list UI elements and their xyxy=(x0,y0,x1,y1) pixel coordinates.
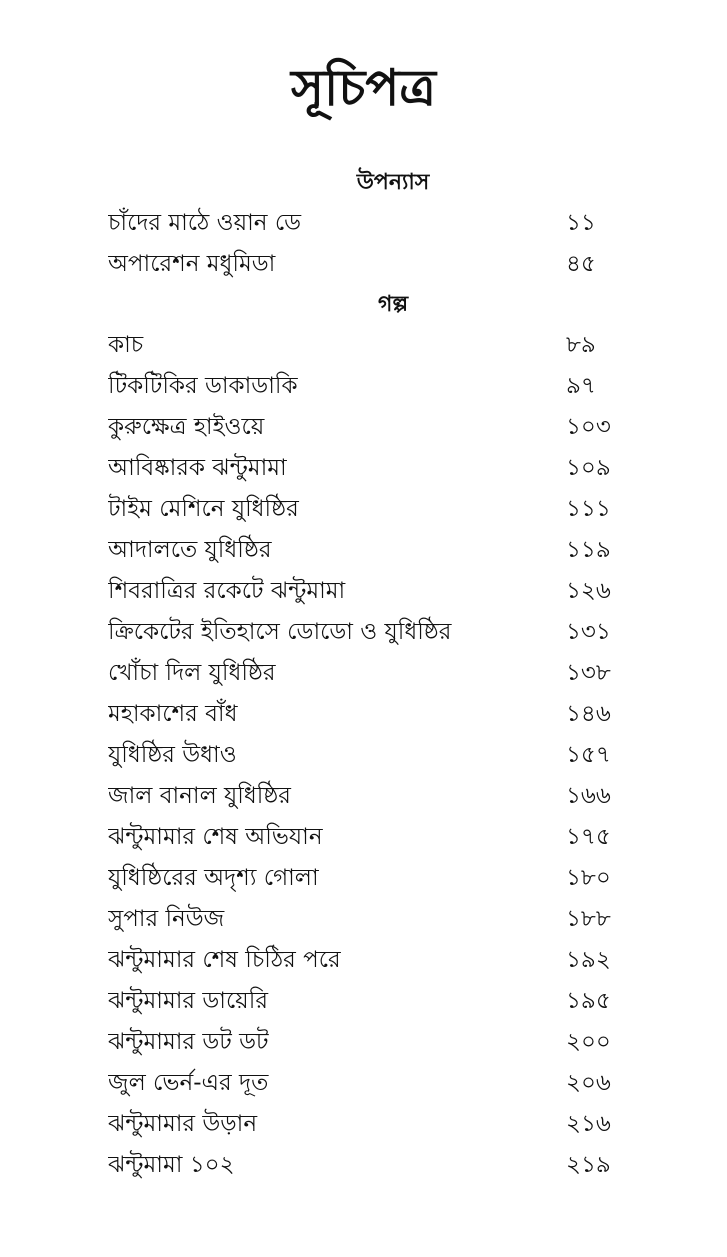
toc-entry-title: ঝন্টুমামার শেষ অভিযান xyxy=(108,824,323,850)
toc-entry xyxy=(108,571,618,612)
toc-entry xyxy=(108,694,618,735)
toc-entry-page: ১৮০ xyxy=(566,865,611,891)
toc-entry xyxy=(108,448,618,489)
toc-entry-page: ১২৬ xyxy=(566,578,611,604)
toc-entry-title: শিবরাত্রির রকেটে ঝন্টুমামা xyxy=(108,578,346,604)
toc-entry xyxy=(108,407,618,448)
toc-entry xyxy=(108,653,618,694)
toc-entry xyxy=(108,899,618,940)
section-heading-stories: গল্প xyxy=(377,292,409,317)
toc-entry-page: ১৯২ xyxy=(566,947,611,973)
toc-entry-title: ঝন্টুমামার শেষ চিঠির পরে xyxy=(108,947,341,973)
toc-entry xyxy=(108,325,618,366)
toc-entry xyxy=(108,817,618,858)
toc-entry xyxy=(108,366,618,407)
toc-entry-title: খোঁচা দিল যুধিষ্ঠির xyxy=(108,660,276,686)
toc-entry xyxy=(108,776,618,817)
toc-entry-page: ২১৬ xyxy=(566,1111,611,1137)
toc-entry-page: ১৪৬ xyxy=(566,701,611,727)
toc-entry xyxy=(108,940,618,981)
toc-entry-page: ১৯৫ xyxy=(566,988,611,1014)
toc-entry-title: অপারেশন মধুমিডা xyxy=(108,251,276,277)
toc-entry-page: ১৭৫ xyxy=(566,824,611,850)
toc-entry-title: সুপার নিউজ xyxy=(108,906,225,932)
toc-entry-title: যুধিষ্ঠিরের অদৃশ্য গোলা xyxy=(108,865,319,891)
toc-entry xyxy=(108,489,618,530)
toc-entry-page: ১৩১ xyxy=(566,619,611,645)
toc-entry xyxy=(108,981,618,1022)
toc-entry-page: ১০৩ xyxy=(566,414,611,440)
toc-entry-page: ২০০ xyxy=(566,1029,611,1055)
toc-entry-page: ২০৬ xyxy=(566,1070,611,1096)
toc-entry xyxy=(108,612,618,653)
toc-entry-page: ১১ xyxy=(566,210,596,236)
toc-entry-title: ঝন্টুমামার ডট ডট xyxy=(108,1029,269,1055)
toc-entry-page: ১৩৮ xyxy=(566,660,611,686)
toc-entry xyxy=(108,1104,618,1145)
toc-entry xyxy=(108,735,618,776)
toc-entry-page: ১০৯ xyxy=(566,455,611,481)
toc-entry-page: ১৫৭ xyxy=(566,742,611,768)
toc-entry-title: আদালতে যুধিষ্ঠির xyxy=(108,537,272,563)
toc-entry xyxy=(108,1063,618,1104)
table-of-contents xyxy=(108,163,618,1186)
toc-entry-title: কুরুক্ষেত্র হাইওয়ে xyxy=(108,414,265,440)
toc-entry-title: কাচ xyxy=(108,332,144,358)
toc-entry-title: ঝন্টুমামার উড়ান xyxy=(108,1111,258,1137)
toc-entry-title: টাইম মেশিনে যুধিষ্ঠির xyxy=(108,496,299,522)
section-heading-novels: উপন্যাস xyxy=(356,170,430,195)
toc-entry-title: ঝন্টুমামা ১০২ xyxy=(108,1152,235,1178)
toc-entry-page: ১৬৬ xyxy=(566,783,611,809)
toc-entry xyxy=(108,530,618,571)
toc-entry-title: টিকটিকির ডাকাডাকি xyxy=(108,373,298,399)
toc-entry xyxy=(108,203,618,244)
toc-entry-title: জাল বানাল যুধিষ্ঠির xyxy=(108,783,291,809)
toc-entry-title: যুধিষ্ঠির উধাও xyxy=(108,742,237,768)
toc-entry-title: ঝন্টুমামার ডায়েরি xyxy=(108,988,268,1014)
toc-entry-title: জুল ভের্ন-এর দূত xyxy=(108,1070,269,1096)
toc-entry-title: আবিষ্কারক ঝন্টুমামা xyxy=(108,455,287,481)
toc-entry-page: ৮৯ xyxy=(566,332,596,358)
toc-entry-page: ১১৯ xyxy=(566,537,611,563)
toc-entry-page: ১৮৮ xyxy=(566,906,611,932)
toc-entry xyxy=(108,858,618,899)
page-title: সূচিপত্র xyxy=(291,58,436,117)
toc-entry xyxy=(108,244,618,285)
toc-entry-title: ক্রিকেটের ইতিহাসে ডোডো ও যুধিষ্ঠির xyxy=(108,619,452,645)
toc-entry-page: ৯৭ xyxy=(566,373,596,399)
toc-entry-page: ৪৫ xyxy=(566,251,596,277)
toc-entry-title: চাঁদের মাঠে ওয়ান ডে xyxy=(108,210,302,236)
toc-entry-title: মহাকাশের বাঁধ xyxy=(108,701,238,727)
toc-entry-page: ১১১ xyxy=(566,496,611,522)
toc-entry xyxy=(108,1145,618,1186)
toc-entry xyxy=(108,1022,618,1063)
toc-entry-page: ২১৯ xyxy=(566,1152,611,1178)
